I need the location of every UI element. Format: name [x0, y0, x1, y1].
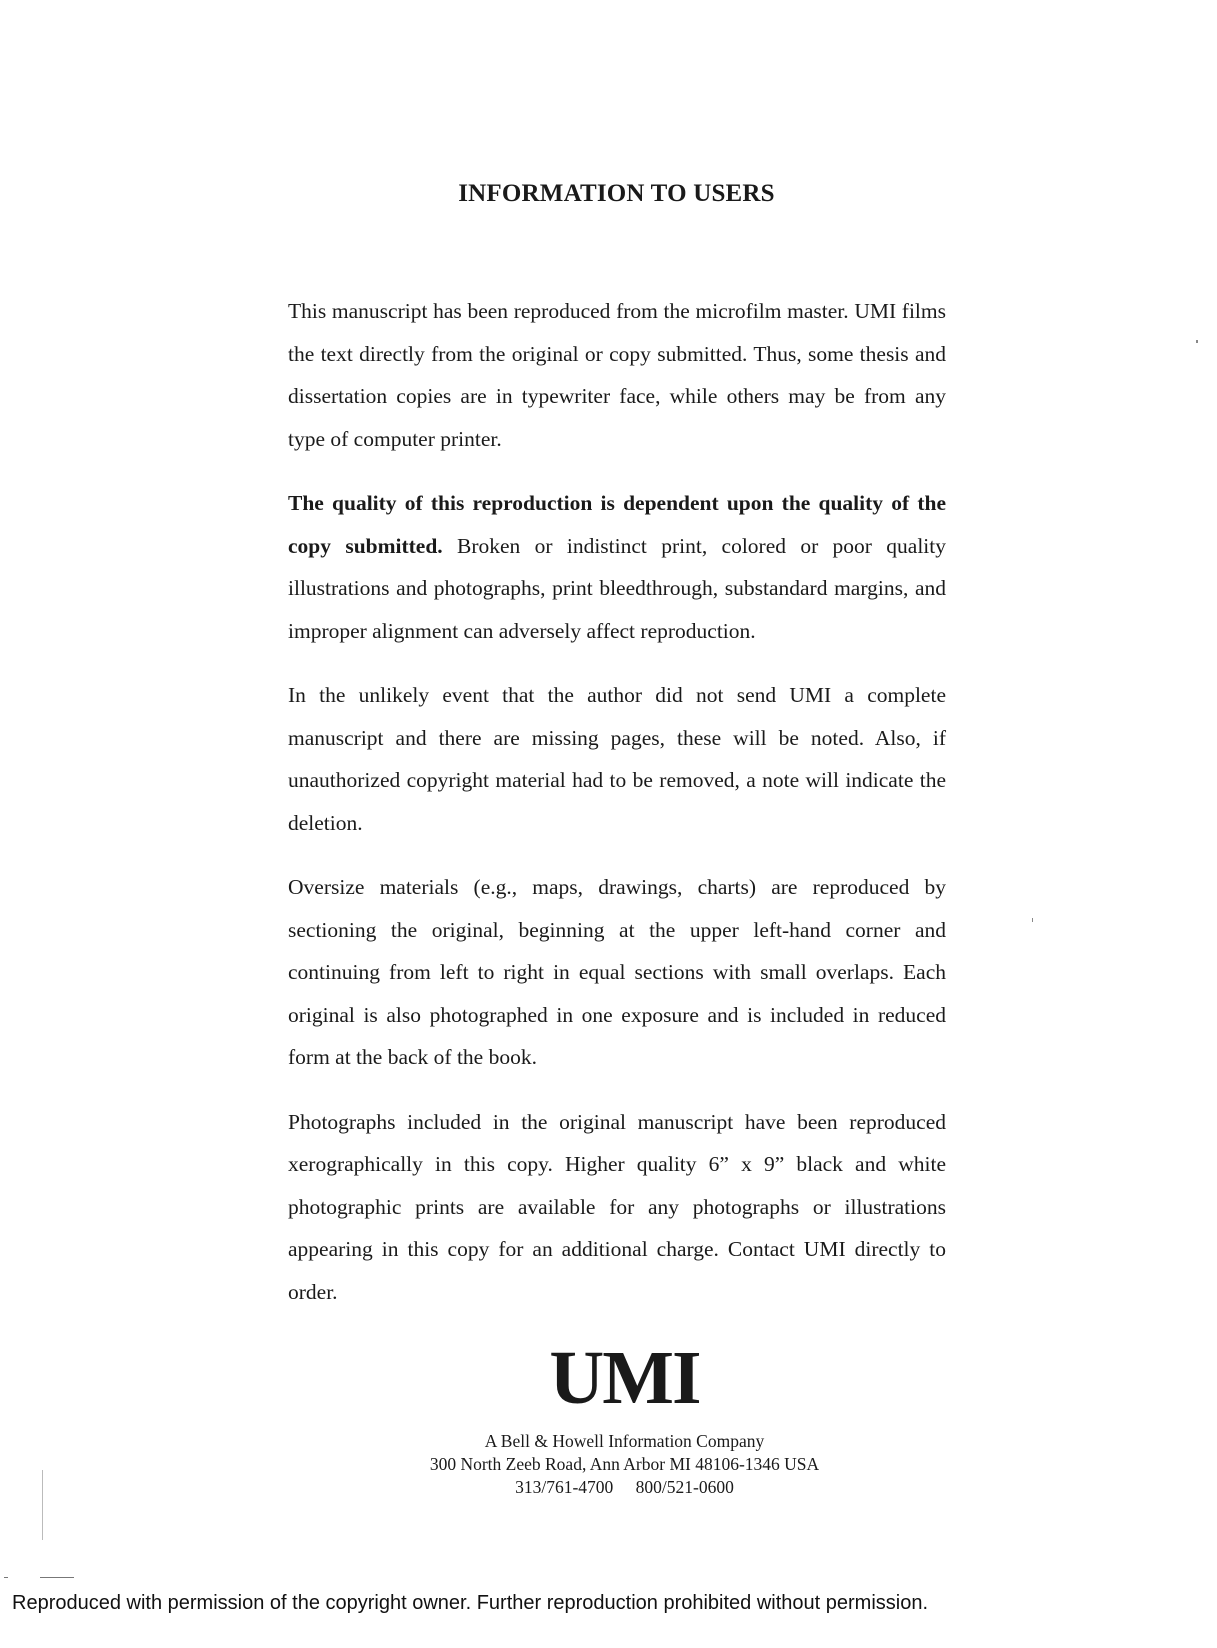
- company-address: 300 North Zeeb Road, Ann Arbor MI 48106-1346 USA: [429, 1454, 820, 1474]
- paragraph-reproduction-source: This manuscript has been reproduced from the microfilm master. UMI films the text directly from the original or copy submitted. Thus, some thesis and dissertation copies are in typewriter face, while others may be from any type of computer printer.: [288, 299, 946, 451]
- paragraph-quality: [288, 482, 946, 652]
- paragraph-oversize-materials: Oversize materials (e.g., maps, drawings, charts) are reproduced by sectioning the original, beginning at the upper left-hand corner and continuing from left to right in equal sections with small overlaps. Each original is also photographed in one exposure and is included in reduced form at the back of the book.: [288, 875, 946, 1069]
- quality-details: Broken or indistinct print, colored or poor quality illustrations and photographs, print bleedthrough, substandard margins, and improper alignment can adversely affect reproduction.: [288, 533, 946, 643]
- scan-edge-mark: [40, 1577, 74, 1578]
- quality-emphasis: The quality of this reproduction is dependent upon the quality of the copy submitted.: [288, 491, 946, 558]
- umi-logo: UMI: [549, 1336, 700, 1420]
- scan-speck: [1196, 340, 1198, 343]
- page-title: INFORMATION TO USERS: [458, 180, 775, 207]
- paragraph-missing-pages: In the unlikely event that the author did not send UMI a complete manuscript and there are missing pages, these will be noted. Also, if unauthorized copyright material had to be removed, a note will indicate the deletion.: [288, 683, 946, 835]
- paragraph-photographs: Photographs included in the original manuscript have been reproduced xerographically in this copy. Higher quality 6” x 9” black and white photographic prints are available for any photographs or illustrations appearing in this copy for an additional charge. Contact UMI directly to order.: [288, 1109, 946, 1304]
- scan-edge-mark: [42, 1470, 43, 1540]
- notice-body: [288, 290, 946, 1335]
- company-name: A Bell & Howell Information Company: [484, 1431, 765, 1451]
- scan-speck: [1032, 918, 1033, 922]
- scan-edge-mark: [4, 1577, 8, 1578]
- publisher-info: [0, 1430, 1217, 1499]
- copyright-footer: Reproduced with permission of the copyright owner. Further reproduction prohibited without permission.: [12, 1592, 929, 1614]
- company-phone: 313/761-4700 800/521-0600: [515, 1477, 734, 1497]
